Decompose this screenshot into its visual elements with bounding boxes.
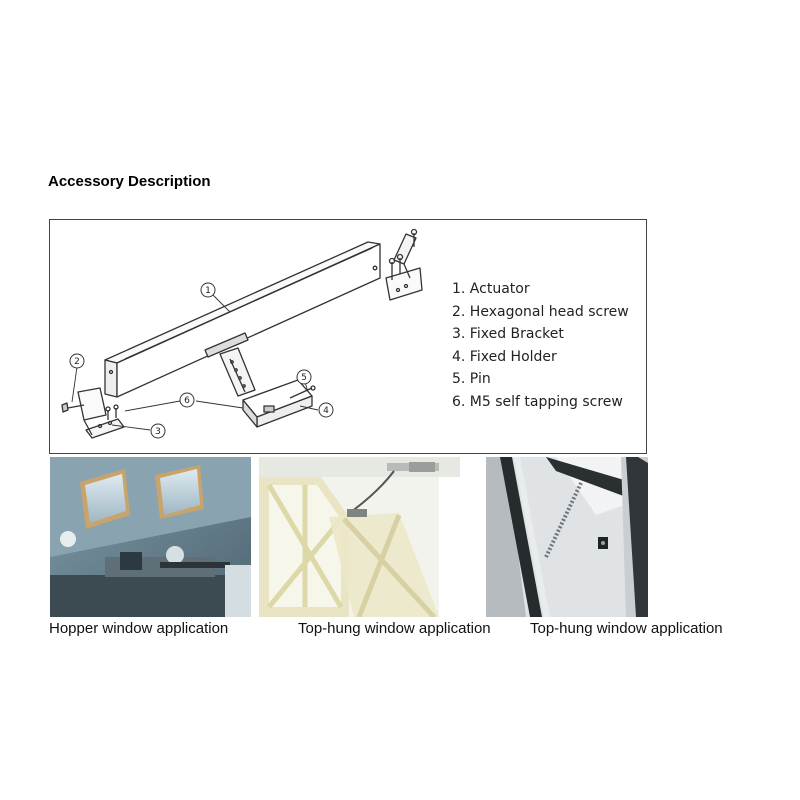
parts-list-item: 2. Hexagonal head screw <box>452 303 629 320</box>
parts-list-item: 3. Fixed Bracket <box>452 326 564 342</box>
photo-caption: Top-hung window application <box>298 620 491 637</box>
parts-list-item: 4. Fixed Holder <box>452 348 557 365</box>
parts-list-item: 6. M5 self tapping screw <box>452 393 623 410</box>
callout-label-3: 3 <box>155 427 161 437</box>
photo-caption: Hopper window application <box>49 620 229 637</box>
callout-label-5: 5 <box>301 373 307 383</box>
parts-list-item: 5. Pin <box>452 371 491 387</box>
top-hung-window-with-actuator-photo <box>259 457 460 617</box>
skylight-hopper-window-photo <box>50 457 251 617</box>
callout-label-1: 1 <box>205 286 211 296</box>
photo-caption: Top-hung window application <box>530 620 723 637</box>
exploded-view-diagram <box>49 219 647 454</box>
parts-list <box>452 278 629 413</box>
callout-label-2: 2 <box>74 357 80 367</box>
callout-label-4: 4 <box>323 406 329 416</box>
top-hung-window-frame-closeup-photo <box>486 457 648 617</box>
parts-list-item: 1. Actuator <box>452 281 530 297</box>
section-title: Accessory Description <box>48 173 211 190</box>
callout-label-6: 6 <box>184 396 190 406</box>
